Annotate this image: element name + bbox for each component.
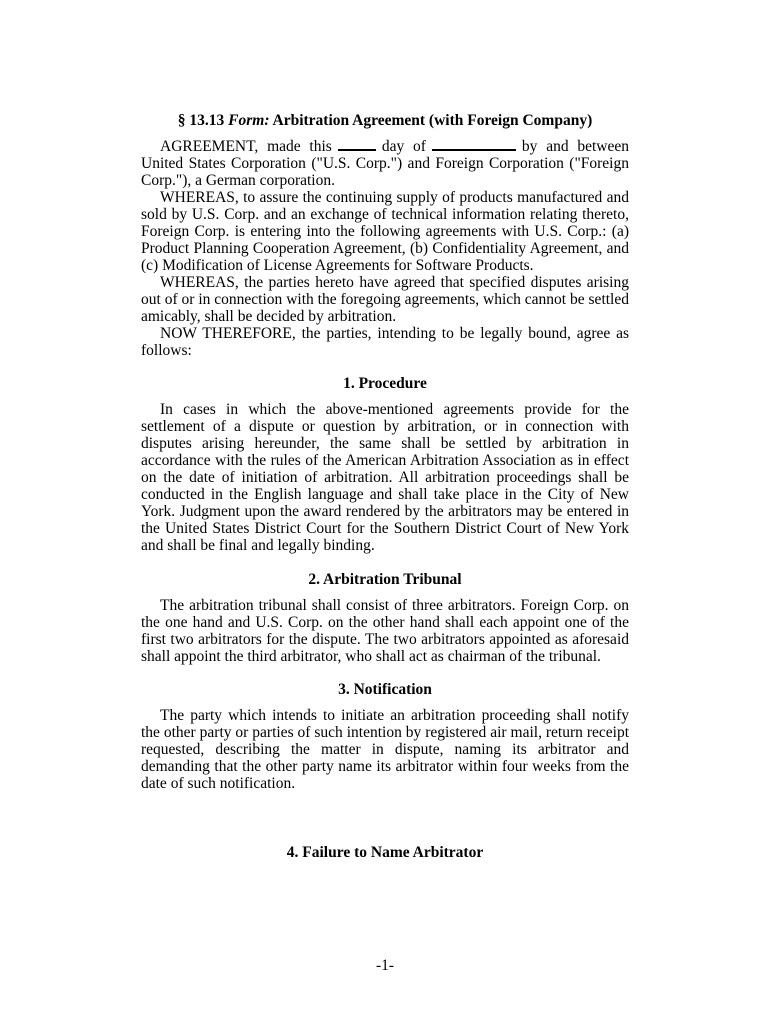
document-title — [141, 112, 629, 129]
section-heading-procedure: 1. Procedure — [343, 375, 427, 392]
agreement-text-b: day of — [381, 138, 426, 155]
document-page — [141, 112, 629, 861]
section-body-tribunal: The arbitration tribunal shall consist of three arbitrators. Foreign Corp. on the one hand and U.S. Corp. on the other hand shall each appoint one of the first two arbitrators for the dispute. The two arbitrators appointed as aforesaid shall appoint the third arbitrator, who shall act as chairman of the tribunal. — [141, 597, 629, 665]
now-therefore-paragraph: NOW THEREFORE, the parties, intending to be legally bound, agree as follows: — [141, 325, 629, 359]
title-text: Arbitration Agreement (with Foreign Company) — [269, 112, 593, 129]
whereas-supply-paragraph: WHEREAS, to assure the continuing supply of products manufactured and sold by U.S. Corp. and an exchange of technical information relating thereto, Foreign Corp. is entering into the following agreements with U.S. Corp.: (a) Product Planning Cooperation Agreement, (b) Confidentiality Agreement, and (c) Modification of License Agreements for Software Products. — [141, 189, 629, 274]
title-form-label: Form: — [228, 112, 270, 129]
month-blank-line — [432, 138, 516, 151]
agreement-paragraph — [141, 138, 629, 189]
section-heading-tribunal: 2. Arbitration Tribunal — [308, 571, 462, 588]
page-number: -1- — [375, 957, 395, 974]
section-heading-failure: 4. Failure to Name Arbitrator — [286, 844, 484, 861]
section-body-notification: The party which intends to initiate an arbitration proceeding shall notify the other party or parties of such intention by registered air mail, return receipt requested, describing the matter in dispute, naming its arbitrator and demanding that the other party name its arbitrator within four weeks from the date of such notification. — [141, 707, 629, 792]
whereas-disputes-paragraph: WHEREAS, the parties hereto have agreed that specified disputes arising out of or in connection with the foregoing agreements, which cannot be settled amicably, shall be decided by arbitration. — [141, 274, 629, 325]
agreement-text-a: AGREEMENT, made this — [160, 138, 332, 155]
title-section-number: § 13.13 — [177, 112, 229, 129]
agreement-text-c: by and between United States Corporation ("U.S. Corp.") and Foreign Corporation ("Foreign Corp."), a German corporation. — [141, 138, 629, 189]
section-heading-notification: 3. Notification — [338, 681, 432, 698]
section-body-procedure: In cases in which the above-mentioned agreements provide for the settlement of a dispute or question by arbitration, or in connection with disputes arising hereunder, the same shall be settled by arbitration in accordance with the rules of the American Arbitration Association as in effect on the date of initiation of arbitration. All arbitration proceedings shall be conducted in the English language and shall take place in the City of New York. Judgment upon the award rendered by the arbitrators may be entered in the United States District Court for the Southern District Court of New York and shall be final and legally binding. — [141, 401, 629, 554]
day-blank-line — [338, 138, 376, 151]
